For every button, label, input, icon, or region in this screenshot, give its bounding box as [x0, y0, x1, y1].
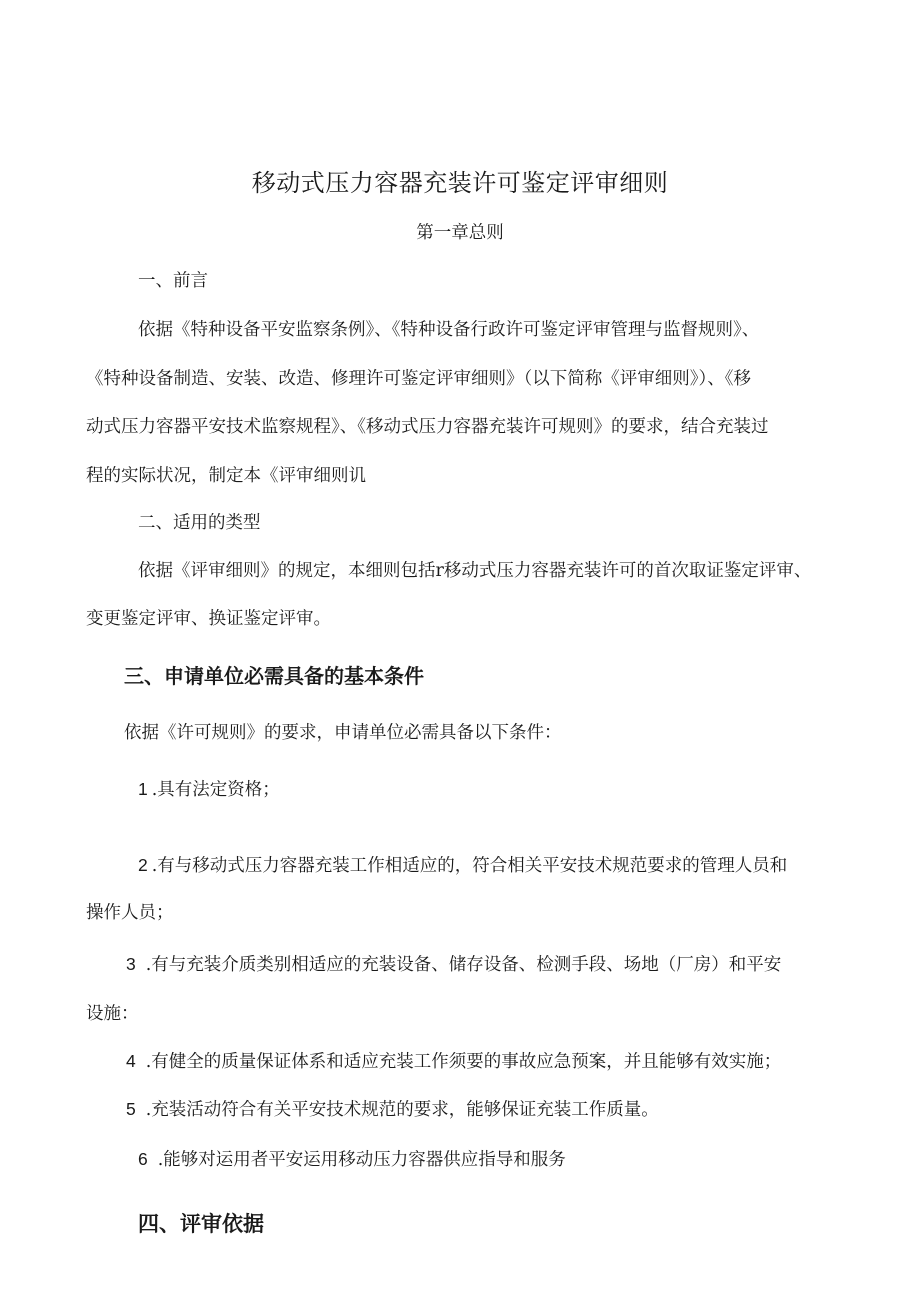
conditions-intro: 依据《许可规则》的要求，申请单位必需具备以下条件：	[124, 723, 562, 743]
preface-line-2: 《特种设备制造、安装、改造、修理许可鉴定评审细则》（以下简称《评审细则》）、《移	[86, 369, 751, 389]
condition-number: 5	[126, 1099, 136, 1119]
condition-text: .有与充装介质类别相适应的充装设备、储存设备、检测手段、场地（厂房）和平安	[145, 955, 782, 975]
section-scope-heading: 二、适用的类型	[138, 513, 261, 533]
condition-number: 6	[138, 1149, 148, 1169]
condition-number: 4	[126, 1051, 136, 1071]
condition-number: 2	[138, 855, 148, 875]
scope-line-2: 变更鉴定评审、换证鉴定评审。	[86, 609, 331, 629]
condition-number: 3	[126, 954, 136, 974]
section-preface-heading: 一、前言	[138, 271, 208, 291]
condition-text: .充装活动符合有关平安技术规范的要求，能够保证充装工作质量。	[145, 1100, 659, 1120]
chapter-heading: 第一章总则	[416, 223, 504, 243]
condition-text: .具有法定资格；	[151, 780, 280, 800]
condition-item-5	[126, 1101, 659, 1120]
condition-item-2-cont: 操作人员；	[86, 903, 174, 923]
condition-text: .有与移动式压力容器充装工作相适应的，符合相关平安技术规范要求的管理人员和	[151, 856, 788, 876]
condition-item-6	[138, 1151, 566, 1170]
page-title: 移动式压力容器充装许可鉴定评审细则	[251, 169, 669, 197]
condition-item-3-cont: 设施：	[86, 1004, 139, 1024]
condition-item-2	[138, 857, 787, 876]
condition-item-1	[138, 781, 280, 800]
condition-item-4	[126, 1053, 781, 1072]
section-basis-heading: 四、评审依据	[138, 1212, 264, 1236]
preface-line-1: 依据《特种设备平安监察条例》、《特种设备行政许可鉴定评审管理与监督规则》、	[138, 320, 760, 340]
condition-text: .能够对运用者平安运用移动压力容器供应指导和服务	[157, 1150, 566, 1170]
condition-number: 1	[138, 779, 148, 799]
scope-line-1: 依据《评审细则》的规定，本细则包括r移动式压力容器充装许可的首次取证鉴定评审、	[138, 561, 812, 581]
section-conditions-heading: 三、申请单位必需具备的基本条件	[124, 664, 424, 688]
preface-line-4: 程的实际状况，制定本《评审细则讥	[86, 466, 366, 486]
preface-line-3: 动式压力容器平安技术监察规程》、《移动式压力容器充装许可规则》的要求，结合充装过	[86, 417, 769, 437]
condition-text: .有健全的质量保证体系和适应充装工作须要的事故应急预案，并且能够有效实施；	[145, 1052, 782, 1072]
condition-item-3	[126, 956, 781, 975]
